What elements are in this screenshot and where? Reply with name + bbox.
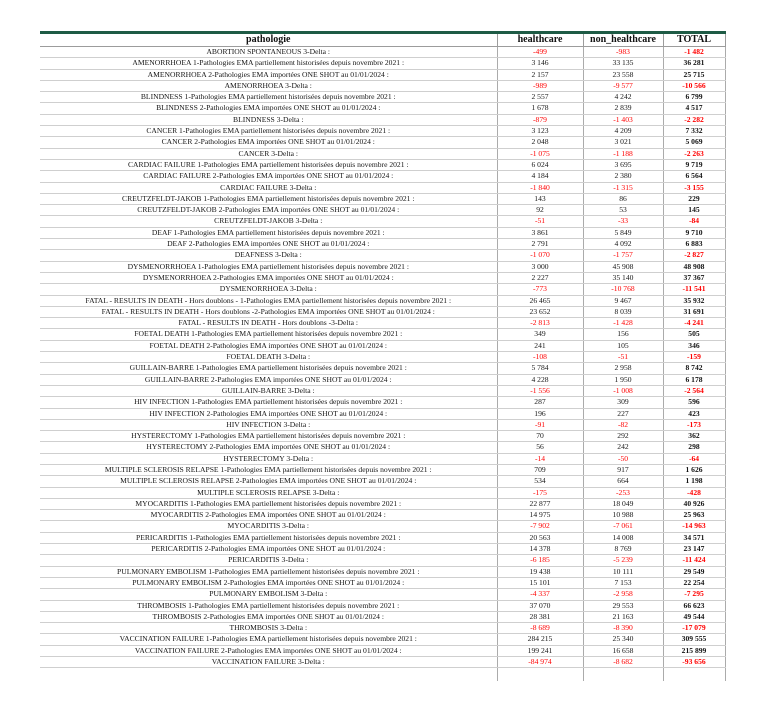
table-row — [40, 103, 725, 114]
table-row — [40, 92, 725, 103]
non-healthcare-cell: -51 — [583, 352, 663, 363]
table-row — [40, 284, 725, 295]
table-row — [40, 577, 725, 588]
healthcare-cell: -8 689 — [497, 623, 583, 634]
column-header-pathologie: pathologie — [40, 33, 497, 47]
non-healthcare-cell: -1 757 — [583, 250, 663, 261]
healthcare-cell: 3 123 — [497, 126, 583, 137]
pathologie-cell: AMENORRHOEA 1-Pathologies EMA partiellement historisées depuis novembre 2021 : — [40, 58, 497, 69]
table-row — [40, 408, 725, 419]
pathologie-cell: MYOCARDITIS 1-Pathologies EMA partiellement historisées depuis novembre 2021 : — [40, 498, 497, 509]
total-cell: 1 198 — [663, 476, 725, 487]
healthcare-cell: 56 — [497, 442, 583, 453]
total-cell: -64 — [663, 453, 725, 464]
pathologie-cell: CANCER 3-Delta : — [40, 148, 497, 159]
table-row — [40, 374, 725, 385]
total-cell: 423 — [663, 408, 725, 419]
pathologie-cell: FATAL - RESULTS IN DEATH - Hors doublons -3-Delta : — [40, 318, 497, 329]
pathologie-cell: VACCINATION FAILURE 3-Delta : — [40, 657, 497, 668]
total-cell: 145 — [663, 205, 725, 216]
pathologie-cell: MULTIPLE SCLEROSIS RELAPSE 1-Pathologies EMA partiellement historisées depuis novembre 2021 : — [40, 464, 497, 475]
non-healthcare-cell: -33 — [583, 216, 663, 227]
total-cell: 362 — [663, 431, 725, 442]
non-healthcare-cell: 4 242 — [583, 92, 663, 103]
healthcare-cell: -6 185 — [497, 555, 583, 566]
table-row — [40, 216, 725, 227]
healthcare-cell: 28 381 — [497, 611, 583, 622]
table-row — [40, 295, 725, 306]
non-healthcare-cell: -50 — [583, 453, 663, 464]
table-row — [40, 352, 725, 363]
healthcare-cell: 2 048 — [497, 137, 583, 148]
pathologie-cell: HIV INFECTION 3-Delta : — [40, 419, 497, 430]
table-row — [40, 69, 725, 80]
pathologie-cell: PULMONARY EMBOLISM 1-Pathologies EMA partiellement historisées depuis novembre 2021 : — [40, 566, 497, 577]
table-row — [40, 205, 725, 216]
healthcare-cell: 2 557 — [497, 92, 583, 103]
healthcare-cell: -14 — [497, 453, 583, 464]
table-row — [40, 239, 725, 250]
pathologie-cell: PERICARDITIS 1-Pathologies EMA partiellement historisées depuis novembre 2021 : — [40, 532, 497, 543]
healthcare-cell: 20 563 — [497, 532, 583, 543]
table-row — [40, 306, 725, 317]
total-cell: 309 555 — [663, 634, 725, 645]
healthcare-cell: 70 — [497, 431, 583, 442]
healthcare-cell: 287 — [497, 397, 583, 408]
healthcare-cell: 1 678 — [497, 103, 583, 114]
healthcare-cell: 4 228 — [497, 374, 583, 385]
table-row — [40, 148, 725, 159]
pathologie-cell: THROMBOSIS 2-Pathologies EMA importées ONE SHOT au 01/01/2024 : — [40, 611, 497, 622]
healthcare-cell: 6 024 — [497, 159, 583, 170]
table-row — [40, 566, 725, 577]
non-healthcare-cell: -253 — [583, 487, 663, 498]
total-cell: -2 564 — [663, 385, 725, 396]
total-cell: -428 — [663, 487, 725, 498]
table-row — [40, 171, 725, 182]
healthcare-cell: -1 840 — [497, 182, 583, 193]
pathologie-cell: GUILLAIN-BARRE 3-Delta : — [40, 385, 497, 396]
healthcare-cell: -499 — [497, 47, 583, 58]
table-row — [40, 487, 725, 498]
non-healthcare-cell: 14 008 — [583, 532, 663, 543]
table-row — [40, 510, 725, 521]
pathologie-cell: HYSTERECTOMY 3-Delta : — [40, 453, 497, 464]
table-row — [40, 600, 725, 611]
pathologie-cell: MYOCARDITIS 2-Pathologies EMA importées ONE SHOT au 01/01/2024 : — [40, 510, 497, 521]
total-cell: 40 926 — [663, 498, 725, 509]
healthcare-cell: 3 146 — [497, 58, 583, 69]
pathologie-cell: AMENORRHOEA 2-Pathologies EMA importées ONE SHOT au 01/01/2024 : — [40, 69, 497, 80]
total-cell: 22 254 — [663, 577, 725, 588]
non-healthcare-cell: 1 950 — [583, 374, 663, 385]
pathologie-cell: BLINDNESS 1-Pathologies EMA partiellement historisées depuis novembre 2021 : — [40, 92, 497, 103]
total-cell: 6 799 — [663, 92, 725, 103]
non-healthcare-cell: 10 988 — [583, 510, 663, 521]
healthcare-cell: -91 — [497, 419, 583, 430]
non-healthcare-cell: -1 188 — [583, 148, 663, 159]
non-healthcare-cell: -5 239 — [583, 555, 663, 566]
non-healthcare-cell: -10 768 — [583, 284, 663, 295]
total-cell: -1 482 — [663, 47, 725, 58]
pathologie-cell: ABORTION SPONTANEOUS 3-Delta : — [40, 47, 497, 58]
non-healthcare-cell: 35 140 — [583, 272, 663, 283]
healthcare-cell: 199 241 — [497, 645, 583, 656]
healthcare-cell: -51 — [497, 216, 583, 227]
non-healthcare-cell: 309 — [583, 397, 663, 408]
non-healthcare-cell: 4 092 — [583, 239, 663, 250]
total-cell: 346 — [663, 340, 725, 351]
healthcare-cell: 15 101 — [497, 577, 583, 588]
non-healthcare-cell: -2 958 — [583, 589, 663, 600]
table-row — [40, 227, 725, 238]
total-cell: -93 656 — [663, 657, 725, 668]
non-healthcare-cell: -1 403 — [583, 114, 663, 125]
table-row — [40, 114, 725, 125]
table-row — [40, 340, 725, 351]
non-healthcare-cell: -8 390 — [583, 623, 663, 634]
pathologie-cell: THROMBOSIS 1-Pathologies EMA partiellement historisées depuis novembre 2021 : — [40, 600, 497, 611]
healthcare-cell: -84 974 — [497, 657, 583, 668]
non-healthcare-cell: 21 163 — [583, 611, 663, 622]
non-healthcare-cell: 2 380 — [583, 171, 663, 182]
pathologie-cell: MYOCARDITIS 3-Delta : — [40, 521, 497, 532]
non-healthcare-cell: 23 558 — [583, 69, 663, 80]
non-healthcare-cell: 86 — [583, 193, 663, 204]
total-cell: 6 883 — [663, 239, 725, 250]
total-cell: 9 719 — [663, 159, 725, 170]
table-row — [40, 261, 725, 272]
table-row — [40, 532, 725, 543]
total-cell: 229 — [663, 193, 725, 204]
pathologie-cell: HYSTERECTOMY 2-Pathologies EMA importées ONE SHOT au 01/01/2024 : — [40, 442, 497, 453]
non-healthcare-cell: -7 061 — [583, 521, 663, 532]
healthcare-cell: -175 — [497, 487, 583, 498]
total-cell: 34 571 — [663, 532, 725, 543]
pathologie-cell: DEAF 2-Pathologies EMA importées ONE SHOT au 01/01/2024 : — [40, 239, 497, 250]
non-healthcare-cell: 10 111 — [583, 566, 663, 577]
pathologie-cell: CREUTZFELDT-JAKOB 2-Pathologies EMA importées ONE SHOT au 01/01/2024 : — [40, 205, 497, 216]
table-row — [40, 453, 725, 464]
total-cell: 298 — [663, 442, 725, 453]
total-cell: 505 — [663, 329, 725, 340]
healthcare-cell: -108 — [497, 352, 583, 363]
table-row — [40, 555, 725, 566]
pathologie-cell: PERICARDITIS 3-Delta : — [40, 555, 497, 566]
table-row — [40, 645, 725, 656]
total-cell: -10 566 — [663, 80, 725, 91]
healthcare-cell: -1 070 — [497, 250, 583, 261]
non-healthcare-cell: -1 428 — [583, 318, 663, 329]
non-healthcare-cell: 3 695 — [583, 159, 663, 170]
pathologie-cell-empty — [40, 668, 497, 682]
pathologie-cell: PERICARDITIS 2-Pathologies EMA importées ONE SHOT au 01/01/2024 : — [40, 544, 497, 555]
table-row — [40, 193, 725, 204]
table-row — [40, 657, 725, 668]
total-cell: 6 564 — [663, 171, 725, 182]
table-row — [40, 385, 725, 396]
table-row — [40, 126, 725, 137]
healthcare-cell: 2 157 — [497, 69, 583, 80]
table-row — [40, 634, 725, 645]
healthcare-cell: 349 — [497, 329, 583, 340]
non-healthcare-cell: 25 340 — [583, 634, 663, 645]
table-row — [40, 137, 725, 148]
total-cell: 23 147 — [663, 544, 725, 555]
non-healthcare-cell: -983 — [583, 47, 663, 58]
total-cell: 37 367 — [663, 272, 725, 283]
non-healthcare-cell: 53 — [583, 205, 663, 216]
total-cell: 66 623 — [663, 600, 725, 611]
non-healthcare-cell: 7 153 — [583, 577, 663, 588]
table-row — [40, 272, 725, 283]
table-row — [40, 250, 725, 261]
healthcare-cell: 92 — [497, 205, 583, 216]
table-row — [40, 476, 725, 487]
non-healthcare-cell: 156 — [583, 329, 663, 340]
table-row — [40, 80, 725, 91]
total-cell: -159 — [663, 352, 725, 363]
total-cell: -2 827 — [663, 250, 725, 261]
table-row — [40, 182, 725, 193]
total-cell: 25 963 — [663, 510, 725, 521]
pathologie-cell: DYSMENORRHOEA 2-Pathologies EMA importées ONE SHOT au 01/01/2024 : — [40, 272, 497, 283]
healthcare-cell: 2 791 — [497, 239, 583, 250]
total-cell: -2 282 — [663, 114, 725, 125]
healthcare-cell: 143 — [497, 193, 583, 204]
healthcare-cell: 14 378 — [497, 544, 583, 555]
non-healthcare-cell: 2 839 — [583, 103, 663, 114]
table-row — [40, 442, 725, 453]
pathologie-cell: AMENORRHOEA 3-Delta : — [40, 80, 497, 91]
total-cell: 29 549 — [663, 566, 725, 577]
total-cell: 48 908 — [663, 261, 725, 272]
header-row — [40, 33, 725, 47]
pathologie-cell: DYSMENORRHOEA 3-Delta : — [40, 284, 497, 295]
non-healthcare-cell: 8 769 — [583, 544, 663, 555]
total-cell: -3 155 — [663, 182, 725, 193]
healthcare-cell: -7 902 — [497, 521, 583, 532]
healthcare-cell: 4 184 — [497, 171, 583, 182]
total-cell: -2 263 — [663, 148, 725, 159]
healthcare-cell: -4 337 — [497, 589, 583, 600]
table-row — [40, 397, 725, 408]
pathologie-cell: PULMONARY EMBOLISM 2-Pathologies EMA importées ONE SHOT au 01/01/2024 : — [40, 577, 497, 588]
healthcare-cell: -773 — [497, 284, 583, 295]
table-row — [40, 521, 725, 532]
healthcare-cell: 23 652 — [497, 306, 583, 317]
non-healthcare-cell: 9 467 — [583, 295, 663, 306]
total-cell: 7 332 — [663, 126, 725, 137]
pathologie-cell: CARDIAC FAILURE 3-Delta : — [40, 182, 497, 193]
non-healthcare-cell: 8 039 — [583, 306, 663, 317]
non-healthcare-cell: 2 958 — [583, 363, 663, 374]
healthcare-cell: 5 784 — [497, 363, 583, 374]
total-cell-empty — [663, 668, 725, 682]
healthcare-cell: 709 — [497, 464, 583, 475]
total-cell: 25 715 — [663, 69, 725, 80]
pathologie-cell: DYSMENORRHOEA 1-Pathologies EMA partiellement historisées depuis novembre 2021 : — [40, 261, 497, 272]
pathologie-cell: CANCER 2-Pathologies EMA importées ONE SHOT au 01/01/2024 : — [40, 137, 497, 148]
pathologie-cell: THROMBOSIS 3-Delta : — [40, 623, 497, 634]
column-header-non-healthcare: non_healthcare — [583, 33, 663, 47]
table-header — [40, 33, 725, 47]
table-row — [40, 589, 725, 600]
table-row — [40, 464, 725, 475]
table-row — [40, 58, 725, 69]
pathologie-cell: PULMONARY EMBOLISM 3-Delta : — [40, 589, 497, 600]
healthcare-cell: 3 861 — [497, 227, 583, 238]
healthcare-cell: -2 813 — [497, 318, 583, 329]
pathologie-cell: GUILLAIN-BARRE 2-Pathologies EMA importées ONE SHOT au 01/01/2024 : — [40, 374, 497, 385]
total-cell: -17 079 — [663, 623, 725, 634]
pathologie-cell: MULTIPLE SCLEROSIS RELAPSE 2-Pathologies EMA importées ONE SHOT au 01/01/2024 : — [40, 476, 497, 487]
non-healthcare-cell: 242 — [583, 442, 663, 453]
non-healthcare-cell: 4 209 — [583, 126, 663, 137]
pathologie-cell: CANCER 1-Pathologies EMA partiellement historisées depuis novembre 2021 : — [40, 126, 497, 137]
table-row — [40, 544, 725, 555]
non-healthcare-cell: -1 315 — [583, 182, 663, 193]
healthcare-cell: 241 — [497, 340, 583, 351]
total-cell: -4 241 — [663, 318, 725, 329]
total-cell: -11 541 — [663, 284, 725, 295]
total-cell: -7 295 — [663, 589, 725, 600]
healthcare-cell: 196 — [497, 408, 583, 419]
non-healthcare-cell: 33 135 — [583, 58, 663, 69]
pathologie-cell: FOETAL DEATH 3-Delta : — [40, 352, 497, 363]
healthcare-cell: 19 438 — [497, 566, 583, 577]
healthcare-cell: 14 975 — [497, 510, 583, 521]
pathologie-cell: CREUTZFELDT-JAKOB 1-Pathologies EMA partiellement historisées depuis novembre 2021 : — [40, 193, 497, 204]
table-row — [40, 498, 725, 509]
non-healthcare-cell: 292 — [583, 431, 663, 442]
pathologie-cell: FATAL - RESULTS IN DEATH - Hors doublons -2-Pathologies EMA importées ONE SHOT au 01/01/2024 : — [40, 306, 497, 317]
column-header-healthcare: healthcare — [497, 33, 583, 47]
healthcare-cell: -1 075 — [497, 148, 583, 159]
pathologie-cell: HYSTERECTOMY 1-Pathologies EMA partiellement historisées depuis novembre 2021 : — [40, 431, 497, 442]
total-cell: 4 517 — [663, 103, 725, 114]
non-healthcare-cell: -9 577 — [583, 80, 663, 91]
healthcare-cell: 284 215 — [497, 634, 583, 645]
pathologie-cell: VACCINATION FAILURE 1-Pathologies EMA partiellement historisées depuis novembre 2021 : — [40, 634, 497, 645]
healthcare-cell: 3 000 — [497, 261, 583, 272]
non-healthcare-cell: 917 — [583, 464, 663, 475]
non-healthcare-cell: 105 — [583, 340, 663, 351]
healthcare-cell: -879 — [497, 114, 583, 125]
pathologie-cell: BLINDNESS 2-Pathologies EMA importées ONE SHOT au 01/01/2024 : — [40, 103, 497, 114]
healthcare-cell: -1 556 — [497, 385, 583, 396]
total-cell: -11 424 — [663, 555, 725, 566]
trailing-empty-row — [40, 668, 725, 682]
total-cell: 215 899 — [663, 645, 725, 656]
pathologie-cell: CREUTZFELDT-JAKOB 3-Delta : — [40, 216, 497, 227]
non-healthcare-cell-empty — [583, 668, 663, 682]
total-cell: 36 281 — [663, 58, 725, 69]
table-row — [40, 431, 725, 442]
non-healthcare-cell: 664 — [583, 476, 663, 487]
table-row — [40, 47, 725, 58]
pathologie-cell: FOETAL DEATH 1-Pathologies EMA partiellement historisées depuis novembre 2021 : — [40, 329, 497, 340]
total-cell: 31 691 — [663, 306, 725, 317]
non-healthcare-cell: -8 682 — [583, 657, 663, 668]
pathologie-cell: BLINDNESS 3-Delta : — [40, 114, 497, 125]
non-healthcare-cell: -82 — [583, 419, 663, 430]
table-row — [40, 318, 725, 329]
pathologie-cell: CARDIAC FAILURE 2-Pathologies EMA importées ONE SHOT au 01/01/2024 : — [40, 171, 497, 182]
pathologie-cell: MULTIPLE SCLEROSIS RELAPSE 3-Delta : — [40, 487, 497, 498]
healthcare-cell: 26 465 — [497, 295, 583, 306]
table-row — [40, 611, 725, 622]
table-row — [40, 363, 725, 374]
pathologie-cell: DEAFNESS 3-Delta : — [40, 250, 497, 261]
total-cell: 8 742 — [663, 363, 725, 374]
non-healthcare-cell: 5 849 — [583, 227, 663, 238]
non-healthcare-cell: 45 908 — [583, 261, 663, 272]
table-row — [40, 159, 725, 170]
non-healthcare-cell: 29 553 — [583, 600, 663, 611]
pathologie-cell: VACCINATION FAILURE 2-Pathologies EMA importées ONE SHOT au 01/01/2024 : — [40, 645, 497, 656]
total-cell: 1 626 — [663, 464, 725, 475]
non-healthcare-cell: 3 021 — [583, 137, 663, 148]
pathologie-cell: GUILLAIN-BARRE 1-Pathologies EMA partiellement historisées depuis novembre 2021 : — [40, 363, 497, 374]
healthcare-cell: 22 877 — [497, 498, 583, 509]
column-header-total: TOTAL — [663, 33, 725, 47]
non-healthcare-cell: 227 — [583, 408, 663, 419]
table-body — [40, 47, 725, 682]
total-cell: 6 178 — [663, 374, 725, 385]
healthcare-cell: 2 227 — [497, 272, 583, 283]
total-cell: 596 — [663, 397, 725, 408]
total-cell: -14 963 — [663, 521, 725, 532]
pathologie-cell: HIV INFECTION 1-Pathologies EMA partiellement historisées depuis novembre 2021 : — [40, 397, 497, 408]
pathology-data-table — [40, 31, 726, 681]
pathologie-cell: FATAL - RESULTS IN DEATH - Hors doublons - 1-Pathologies EMA partiellement historisées depuis novembre 2021 : — [40, 295, 497, 306]
healthcare-cell: -989 — [497, 80, 583, 91]
total-cell: -84 — [663, 216, 725, 227]
total-cell: -173 — [663, 419, 725, 430]
pathologie-cell: CARDIAC FAILURE 1-Pathologies EMA partiellement historisées depuis novembre 2021 : — [40, 159, 497, 170]
healthcare-cell: 37 070 — [497, 600, 583, 611]
non-healthcare-cell: -1 008 — [583, 385, 663, 396]
table-row — [40, 419, 725, 430]
pathologie-cell: DEAF 1-Pathologies EMA partiellement historisées depuis novembre 2021 : — [40, 227, 497, 238]
pathologie-cell: FOETAL DEATH 2-Pathologies EMA importées ONE SHOT au 01/01/2024 : — [40, 340, 497, 351]
non-healthcare-cell: 16 658 — [583, 645, 663, 656]
table-row — [40, 623, 725, 634]
healthcare-cell: 534 — [497, 476, 583, 487]
pathologie-cell: HIV INFECTION 2-Pathologies EMA importées ONE SHOT au 01/01/2024 : — [40, 408, 497, 419]
non-healthcare-cell: 18 049 — [583, 498, 663, 509]
table-row — [40, 329, 725, 340]
total-cell: 49 544 — [663, 611, 725, 622]
total-cell: 9 710 — [663, 227, 725, 238]
total-cell: 35 932 — [663, 295, 725, 306]
total-cell: 5 069 — [663, 137, 725, 148]
healthcare-cell-empty — [497, 668, 583, 682]
